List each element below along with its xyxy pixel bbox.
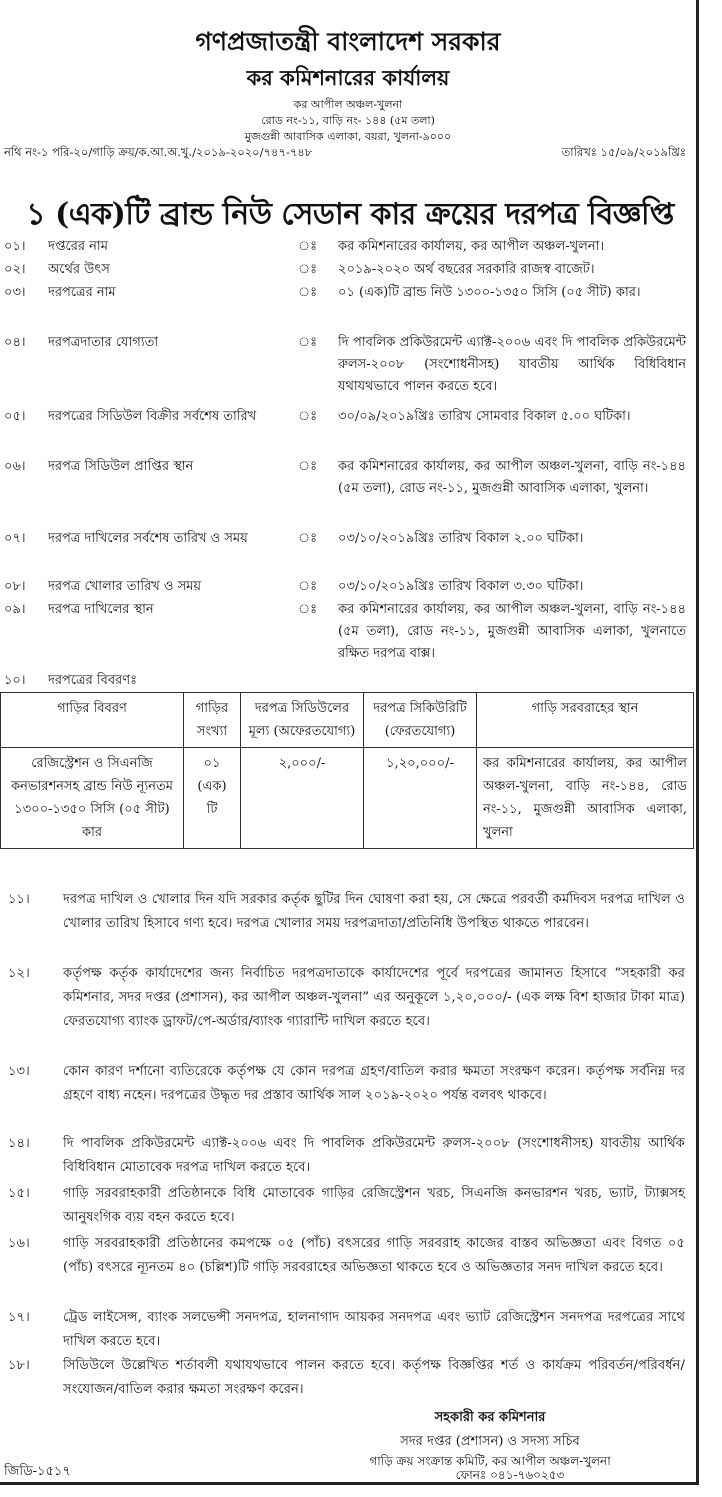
clause-number: ১৬। [8,1236,30,1251]
item-separator: ঃ [298,239,318,254]
table-cell: রেজিস্ট্রেশন ও সিএনজি কনভারশনসহ ব্রান্ড নিউ ন্যূনতম ১৩০০-১৩৫০ সিসি (০৫ সীট) কার [1,748,184,849]
item-value: ০৩/১০/২০১৯খ্রিঃ তারিখ বিকাল ৩.৩০ ঘটিকা। [338,579,584,594]
item-number: ১০। [4,673,26,688]
signatory-phone: ফোনঃ ০৪১-৭৬০২৫৩ [455,1468,565,1482]
item-separator: ঃ [298,579,318,594]
item-label: অর্থের উৎস [48,262,110,277]
address-line-2: রোড নং-১১, বাড়ি নং- ১৪৪ (৫ম তলা) [261,114,435,127]
item-label: দরপত্র দাখিলের সর্বশেষ তারিখ ও সময় [48,531,248,546]
signatory-designation: সদর দপ্তর (প্রশাসন) ও সদস্য সচিব [400,1434,580,1449]
clause-number: ১১। [8,892,30,907]
item-label: দরপত্রের সিডিউল বিক্রীর সর্বশেষ তারিখ [48,409,257,424]
table-row [1,748,694,849]
item-separator: ঃ [298,409,318,424]
column-header: গাড়ি সরবরাহের স্থান [477,693,694,748]
signature-block [290,1406,690,1454]
tender-details-table [0,692,694,849]
item-value: কর কমিশনারের কার্যালয়, কর আপীল অঞ্চল-খুলনা, বাড়ি নং-১৪৪ (৫ম তলা), রোড নং-১১, মুজগুন্নী আবাসিক এলাকা, খুলনা। [338,459,686,496]
item-value: কর কমিশনারের কার্যালয়, কর আপীল অঞ্চল-খুলনা। [338,239,605,254]
clause-number: ১৩। [8,1064,30,1079]
item-number: ০২। [4,262,26,277]
item-separator: ঃ [298,285,318,300]
item-number: ০৯। [4,602,26,617]
table-cell: ০১ (এক) টি [184,748,241,849]
item-value: দি পাবলিক প্রকিউরমেন্ট এ্যাক্ট-২০০৬ এবং দি পাবলিক প্রকিউরমেন্ট রুলস-২০০৮ (সংশোধনীসহ) যাবতীয় আর্থিক বিধিবিধান যথাযথভাবে পালন করতে হবে। [338,335,686,394]
item-label: দরপত্র দাখিলের স্থান [48,602,154,617]
column-header: গাড়ির সংখ্যা [184,693,241,748]
office-title: কর কমিশনারের কার্যালয় [246,65,450,90]
gd-code: জিডি-১৫১৭ [4,1464,71,1479]
clause-number: ১৫। [8,1186,30,1201]
item-value: ৩০/০৯/২০১৯খ্রিঃ তারিখ সোমবার বিকাল ৫.০০ ঘটিকা। [338,409,631,424]
item-number: ০৫। [4,409,26,424]
item-value: ০৩/১০/২০১৯খ্রিঃ তারিখ বিকাল ২.০০ ঘটিকা। [338,531,584,546]
address-line-1: কর আপীল অঞ্চল-খুলনা [293,98,403,111]
item-label: দরপত্রের নাম [48,285,116,300]
clause-number: ১৪। [8,1136,30,1151]
column-header: দরপত্র সিডিউলের মূল্য (অফেরতযোগ্য) [241,693,364,748]
clause-number: ১৭। [8,1310,30,1325]
signatory-title: সহকারী কর কমিশনার [434,1410,546,1425]
item-number: ০১। [4,239,26,254]
item-label: দরপত্র সিডিউল প্রাপ্তির স্থান [48,459,194,474]
clause-number: ১২। [8,966,30,981]
clause-text: গাড়ি সরবরাহকারী প্রতিষ্ঠানের কমপক্ষে ০৫ (পাঁচ) বৎসরের গাড়ি সরবরাহ কাজের বাস্তব অভিজ্ঞতা এবং বিগত ০৫ (পাঁচ) বৎসরে ন্যূনতম ৪০ (চল্লিশ)টি গাড়ি সরবরাহের অভিজ্ঞতা থাকতে হবে ও অভিজ্ঞতার সনদ দাখিল করতে হবে। [63,1236,685,1275]
item-value: ২০১৯-২০২০ অর্থ বছরের সরকারি রাজস্ব বাজেট। [338,262,595,277]
item-number: ০৪। [4,335,26,350]
item-separator: ঃ [298,262,318,277]
item-value: ০১ (এক)টি ব্রান্ড নিউ ১৩০০-১৩৫০ সিসি (০৫ সীট) কার। [338,285,641,300]
item-separator: ঃ [298,602,318,617]
clause-text: সিডিউলে উল্লেখিত শর্তাবলী যথাযথভাবে পালন করতে হবে। কর্তৃপক্ষ বিজ্ঞপ্তির শর্ত ও কার্যক্রম পরিবর্তন/পরিবর্ধন/সংযোজন/বাতিল করার ক্ষমতা সংরক্ষণ করেন। [63,1358,685,1397]
item-label: দপ্তরের নাম [48,239,108,254]
clause-text: দি পাবলিক প্রকিউরমেন্ট এ্যাক্ট-২০০৬ এবং দি পাবলিক প্রকিউরমেন্ট রুলস-২০০৮ (সংশোধনীসহ) যাবতীয় আর্থিক বিধিবিধান মোতাবেক দরপত্র দাখিল করতে হবে। [63,1136,685,1175]
notice-title: ১ (এক)টি ব্রান্ড নিউ সেডান কার ক্রয়ের দরপত্র বিজ্ঞপ্তি [26,197,674,232]
address-line-3: মুজগুন্নী আবাসিক এলাকা, বয়রা, খুলনা-৯০০০ [244,130,452,143]
item-value: কর কমিশনারের কার্যালয়, কর আপীল অঞ্চল-খুলনা, বাড়ি নং-১৪৪ (৫ম তলা), রোড নং-১১, মুজগুন্নী আবাসিক এলাকা, খুলনাতে রক্ষিত দরপত্র বাক্স। [338,602,686,661]
clause-number: ১৮। [8,1358,30,1373]
table-cell: ১,২০,০০০/- [364,748,477,849]
item-separator: ঃ [298,459,318,474]
signatory-committee: গাড়ি ক্রয় সংক্রান্ত কমিটি, কর আপীল অঞ্চল-খুলনা [369,1454,611,1468]
notice-date: তারিখঃ ১৫/০৯/২০১৯খ্রিঃ [561,145,686,159]
table-cell: কর কমিশনারের কার্যালয়, কর আপীল অঞ্চল-খুলনা, বাড়ি নং-১৪৪, রোড নং-১১, মুজগুন্নী আবাসিক এলাকা, খুলনা [477,748,694,849]
column-header: গাড়ির বিবরণ [1,693,184,748]
clause-text: কোন কারণ দর্শানো ব্যতিরেকে কর্তৃপক্ষ যে কোন দরপত্র গ্রহণ/বাতিল করার ক্ষমতা সংরক্ষণ করেন। কর্তৃপক্ষ সর্বনিম্ন দর গ্রহণে বাধ্য নহেন। দরপত্রের উদ্ধৃত দর প্রস্তাব আর্থিক সাল ২০১৯-২০২০ পর্যন্ত বলবৎ থাকবে। [63,1064,685,1103]
table-cell: ২,০০০/- [241,748,364,849]
item-number: ০৮। [4,579,26,594]
clause-text: দরপত্র দাখিল ও খোলার দিন যদি সরকার কর্তৃক ছুটির দিন ঘোষণা করা হয়, সে ক্ষেত্রে পরবর্তী কর্মদিবস দরপত্র দাখিল ও খোলার তারিখ হিসাবে গণ্য হবে। দরপত্র খোলার সময় দরপত্রদাতা/প্রতিনিধি উপস্থিত থাকতে পারবেন। [63,892,685,931]
item-label: দরপত্রদাতার যোগ্যতা [48,335,159,350]
column-header: দরপত্র সিকিউরিটি (ফেরতযোগ্য) [364,693,477,748]
item-number: ০৩। [4,285,26,300]
item-label: দরপত্রের বিবরণঃ [48,673,137,688]
clause-text: ট্রেড লাইসেন্স, ব্যাংক সলভেন্সী সনদপত্র, হালনাগাদ আয়কর সনদপত্র এবং ভ্যাট রেজিস্ট্রেশন সনদপত্র দরপত্রের সাথে দাখিল করতে হবে। [63,1310,685,1349]
item-separator: ঃ [298,335,318,350]
table-header-row [1,693,694,748]
item-number: ০৬। [4,459,26,474]
clause-text: গাড়ি সরবরাহকারী প্রতিষ্ঠানকে বিধি মোতাবেক গাড়ির রেজিস্ট্রেশন খরচ, সিএনজি কনভারশন খরচ, ভ্যাট, ট্যাক্সসহ আনুষংগিক ব্যয় বহন করতে হবে। [63,1186,685,1225]
government-title: গণপ্রজাতন্ত্রী বাংলাদেশ সরকার [195,27,501,56]
item-number: ০৭। [4,531,26,546]
clause-text: কর্তৃপক্ষ কর্তৃক কার্যাদেশের জন্য নির্বাচিত দরপত্রদাতাকে কার্যাদেশের পূর্বে দরপত্রের জামানত হিসাবে “সহকারী কর কমিশনার, সদর দপ্তর (প্রশাসন), কর আপীল অঞ্চল-খুলনা” এর অনুকূলে ১,২০,০০০/- (এক লক্ষ বিশ হাজার টাকা মাত্র) ফেরতযোগ্য ব্যাংক ড্রাফট/পে-অর্ডার/ব্যাংক গ্যারান্টি দাখিল করতে হবে। [63,966,685,1029]
item-label: দরপত্র খোলার তারিখ ও সময় [48,579,202,594]
item-separator: ঃ [298,531,318,546]
memo-number: নথি নং-১ পরি-২০/গাড়ি ক্রয়/ক.আ.অ.খু./২০১৯-২০২০/৭৪৭-৭৪৮ [4,145,313,159]
